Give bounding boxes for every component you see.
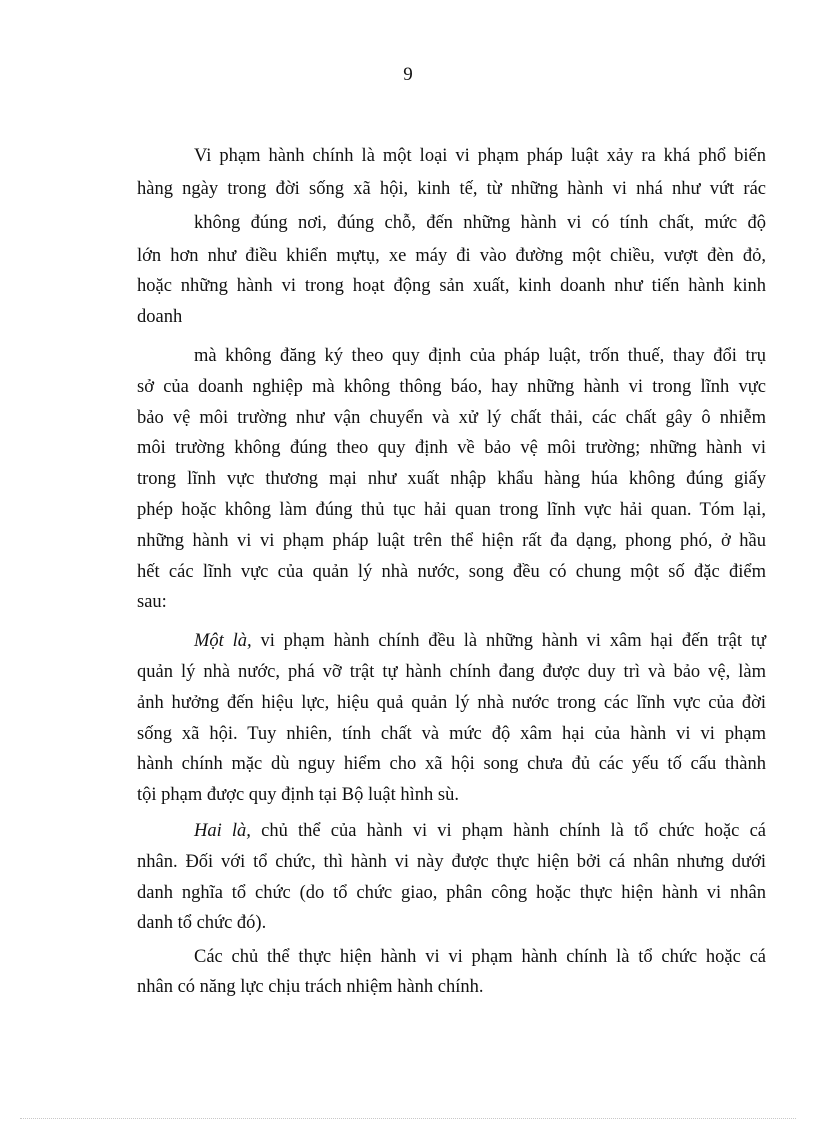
paragraph-6-line-1: Các chủ thể thực hiện hành vi vi phạm hành chính là tổ chức hoặc cá [194, 947, 766, 967]
paragraph-3-line-2: sở của doanh nghiệp mà không thông báo, hay những hành vi trong lĩnh vực [137, 377, 766, 397]
paragraph-5-line-3: danh nghĩa tổ chức (do tổ chức giao, phân công hoặc thực hiện hành vi nhân [137, 883, 766, 903]
page-number: 9 [403, 64, 413, 85]
paragraph-3-line-3: bảo vệ môi trường như vận chuyển và xử lý chất thải, các chất gây ô nhiễm [137, 408, 766, 428]
paragraph-1-line-2: hàng ngày trong đời sống xã hội, kinh tế, từ những hành vi nhá như vứt rác [137, 179, 766, 199]
paragraph-4-line-6: tội phạm được quy định tại Bộ luật hình sù. [137, 785, 459, 805]
paragraph-3-line-7: những hành vi vi phạm pháp luật trên thể hiện rất đa dạng, phong phó, ở hầu [137, 531, 766, 551]
paragraph-5-line-4: danh tổ chức đó). [137, 913, 267, 933]
paragraph-4-line-3: ảnh hưởng đến hiệu lực, hiệu quả quản lý nhà nước trong các lĩnh vực của đời [137, 693, 766, 713]
paragraph-2-line-1: không đúng nơi, đúng chỗ, đến những hành vi có tính chất, mức độ [194, 213, 766, 233]
paragraph-1-line-1: Vi phạm hành chính là một loại vi phạm pháp luật xảy ra khá phổ biến [194, 146, 766, 166]
paragraph-5-lead: Hai là, [194, 821, 251, 841]
paragraph-2-line-2: lớn hơn như điều khiển mựtụ, xe máy đi vào đường một chiều, vượt đèn đỏ, [137, 246, 766, 266]
paragraph-5-line-1-text: chủ thể của hành vi vi phạm hành chính là tổ chức hoặc cá [250, 821, 766, 841]
paragraph-2-line-3: hoặc những hành vi trong hoạt động sản xuất, kinh doanh như tiến hành kinh [137, 276, 766, 296]
paragraph-4-line-5: hành chính mặc dù nguy hiểm cho xã hội song chưa đủ các yếu tố cấu thành [137, 754, 766, 774]
page-bottom-divider [20, 1118, 796, 1119]
paragraph-4-line-1 [194, 630, 766, 652]
paragraph-5-line-2: nhân. Đối với tổ chức, thì hành vi này được thực hiện bởi cá nhân nhưng dưới [137, 852, 766, 872]
paragraph-4-lead: Một là, [194, 631, 252, 651]
paragraph-3-line-5: trong lĩnh vực thương mại như xuất nhập khẩu hàng húa không đúng giấy [137, 469, 766, 489]
paragraph-3-line-8: hết các lĩnh vực của quản lý nhà nước, song đều có chung một số đặc điểm [137, 562, 766, 582]
paragraph-5-line-1 [194, 820, 766, 842]
paragraph-4-line-1-text: vi phạm hành chính đều là những hành vi xâm hại đến trật tự [251, 631, 766, 651]
paragraph-2-line-4: doanh [137, 307, 183, 327]
paragraph-6-line-2: nhân có năng lực chịu trách nhiệm hành chính. [137, 977, 484, 997]
paragraph-3-line-1: mà không đăng ký theo quy định của pháp luật, trốn thuế, thay đổi trụ [194, 346, 766, 366]
paragraph-4-line-2: quản lý nhà nước, phá vỡ trật tự hành chính đang được duy trì và bảo vệ, làm [137, 662, 766, 682]
paragraph-4-line-4: sống xã hội. Tuy nhiên, tính chất và mức độ xâm hại của hành vi vi phạm [137, 724, 766, 744]
paragraph-3-line-6: phép hoặc không làm đúng thủ tục hải quan trong lĩnh vực hải quan. Tóm lại, [137, 500, 766, 520]
paragraph-3-line-9: sau: [137, 592, 167, 612]
paragraph-3-line-4: môi trường không đúng theo quy định về bảo vệ môi trường; những hành vi [137, 438, 766, 458]
